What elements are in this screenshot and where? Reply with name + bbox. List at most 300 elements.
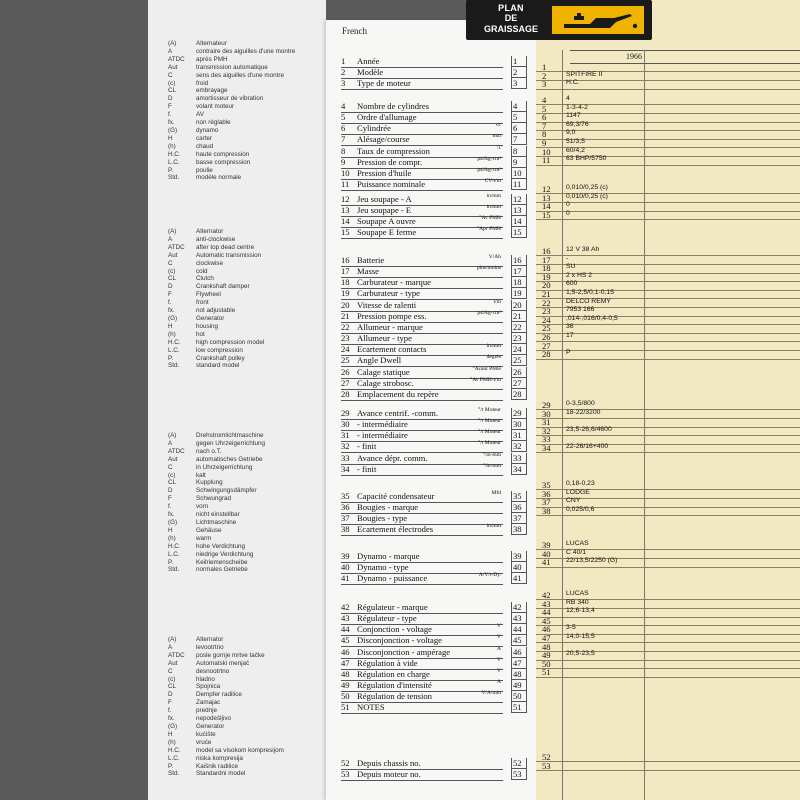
row-number: 18 xyxy=(542,263,551,274)
parameter-unit: °Av PMH xyxy=(479,215,501,222)
parameter-unit: plus/moins xyxy=(476,265,501,272)
row-number-right: 50 xyxy=(511,691,527,702)
legend-abbreviation: C xyxy=(168,259,173,267)
spec-value: 22-26/16+400 xyxy=(566,443,609,450)
parameter-label: Soupape A ouvre xyxy=(357,216,416,227)
legend-meaning: Flywheel xyxy=(196,291,221,299)
legend-row xyxy=(168,331,326,339)
legend-abbreviation: F xyxy=(168,103,172,111)
parameter-row xyxy=(341,524,503,536)
spec-row xyxy=(536,349,800,359)
logo-line-3: GRAISSAGE xyxy=(483,24,538,34)
row-number: 40 xyxy=(542,548,551,559)
row-number: 21 xyxy=(341,310,350,321)
legend-meaning: chaud xyxy=(196,142,214,150)
row-number: 32 xyxy=(542,425,551,436)
logo xyxy=(466,0,652,40)
row-number: 39 xyxy=(542,540,551,550)
parameter-label: Bougies - marque xyxy=(357,502,419,513)
row-number: 49 xyxy=(542,650,551,661)
row-number-right: 2 xyxy=(511,67,527,78)
row-number-right: 5 xyxy=(511,112,527,123)
row-number: 43 xyxy=(542,598,551,609)
legend-meaning: Schwungrad xyxy=(196,495,232,503)
row-number: 31 xyxy=(542,417,551,428)
legend-row xyxy=(168,119,326,127)
legend-abbreviation: (G) xyxy=(168,722,178,730)
legend-meaning: kućište xyxy=(196,730,216,738)
parameter-label: Carburateur - marque xyxy=(357,277,431,288)
legend-abbreviation: Aut xyxy=(168,659,178,667)
parameter-label: Année xyxy=(357,56,380,66)
spec-value: 0-3,5/800 xyxy=(566,400,595,407)
spec-value: 51/3,5 xyxy=(566,138,585,145)
row-number: 12 xyxy=(341,194,350,204)
row-number: 53 xyxy=(341,769,350,780)
parameter-label: Dynamo - puissance xyxy=(357,573,428,584)
row-number: 20 xyxy=(542,280,551,291)
row-number-right: 25 xyxy=(511,355,527,366)
row-number: 10 xyxy=(341,167,350,178)
row-number: 48 xyxy=(341,668,350,679)
legend-row xyxy=(168,339,326,347)
legend-abbreviation: H.C. xyxy=(168,746,181,754)
parameter-label: - finit xyxy=(357,441,377,452)
legend-abbreviation: (c) xyxy=(168,675,176,683)
legend-abbreviation: fx. xyxy=(168,119,175,127)
row-number: 34 xyxy=(341,463,350,474)
row-number: 38 xyxy=(341,524,350,535)
row-number: 13 xyxy=(542,192,551,203)
spec-value: 17 xyxy=(566,332,574,339)
legend-row xyxy=(168,72,326,80)
parameter-unit: t/m xyxy=(493,298,501,305)
parameter-label: - finit xyxy=(357,463,377,474)
legend-meaning: nepodešljivo xyxy=(196,715,232,723)
legend-meaning: hot xyxy=(196,330,205,338)
legend-row xyxy=(168,731,326,739)
legend-abbreviation: H xyxy=(168,730,173,738)
legend-row xyxy=(168,244,326,252)
row-number-right: 32 xyxy=(511,441,527,452)
parameter-unit: °/in-mm xyxy=(482,462,501,469)
spec-value: 18-22/3200 xyxy=(566,408,601,416)
spec-value: 2 x HS 2 xyxy=(566,271,593,279)
row-number: 31 xyxy=(341,430,350,441)
row-number: 24 xyxy=(341,344,350,355)
parameter-label: Avance centrif. -comm. xyxy=(357,408,438,418)
parameter-label: Régulateur - marque xyxy=(357,602,428,612)
parameter-label: Régulation en charge xyxy=(357,668,430,679)
spec-value: P xyxy=(566,349,571,357)
row-number: 9 xyxy=(341,156,346,167)
spec-value: 36 xyxy=(566,323,574,331)
legend-row xyxy=(168,432,326,440)
legend-meaning: housing xyxy=(196,322,219,330)
row-number: 8 xyxy=(341,145,346,156)
row-number-right: 3 xyxy=(511,78,527,89)
spec-value: 600 xyxy=(566,280,578,288)
legend-meaning: prednje xyxy=(196,707,218,715)
legend-abbreviation: Std. xyxy=(168,770,180,778)
row-number: 9 xyxy=(542,138,547,148)
year-value: 1966 xyxy=(626,52,642,61)
row-number: 36 xyxy=(542,488,551,499)
legend-row xyxy=(168,174,326,182)
legend-meaning: volant moteur xyxy=(196,103,235,111)
legend-row xyxy=(168,40,326,48)
row-number: 40 xyxy=(341,562,350,573)
parameter-unit: in/mm xyxy=(486,343,501,350)
row-number-right: 38 xyxy=(511,524,527,535)
row-number-right: 26 xyxy=(511,367,527,378)
legend-abbreviation: ATDC xyxy=(168,447,185,455)
row-number: 6 xyxy=(341,123,346,134)
row-number-right: 19 xyxy=(511,288,527,299)
legend-row xyxy=(168,56,326,64)
row-number: 42 xyxy=(542,590,551,600)
legend-abbreviation: F xyxy=(168,495,172,503)
parameter-label: Disconjonction - ampérage xyxy=(357,646,451,657)
parameter-label: Vitesse de ralenti xyxy=(357,299,417,310)
parameter-unit: :1 xyxy=(496,144,501,151)
legend-meaning: hohe Verdichtung xyxy=(196,542,246,550)
legend-meaning: kalt xyxy=(196,471,206,479)
legend-meaning: Drehstromlichtmaschine xyxy=(196,432,264,439)
spec-value: 12 V 38 Ah xyxy=(566,246,600,253)
parameter-unit: degrés xyxy=(486,354,501,361)
legend-meaning: Kupplung xyxy=(196,479,223,487)
legend-meaning: Keilriemenscheibe xyxy=(196,558,248,566)
spec-row xyxy=(536,667,800,677)
row-number: 53 xyxy=(542,760,551,771)
parameter-label: Ordre d'allumage xyxy=(357,112,417,123)
parameter-unit: in/mm xyxy=(486,193,501,199)
legend-abbreviation: C xyxy=(168,667,173,675)
row-number-right: 24 xyxy=(511,344,527,355)
legend-abbreviation: (c) xyxy=(168,471,176,479)
legend-meaning: front xyxy=(196,299,209,307)
legend-row xyxy=(168,307,326,315)
legend-abbreviation: CL xyxy=(168,275,177,283)
row-number: 11 xyxy=(341,179,350,190)
row-number: 37 xyxy=(341,513,350,524)
oil-can-icon xyxy=(550,4,646,36)
legend-abbreviation: D xyxy=(168,283,173,291)
legend-abbreviation: L.C. xyxy=(168,346,180,354)
parameter-label: Puissance nominale xyxy=(357,179,426,190)
spec-value: 12,6-13,4 xyxy=(566,607,595,615)
spec-value: 0,18-0,23 xyxy=(566,480,595,487)
legend-row xyxy=(168,127,326,135)
legend-meaning: in Uhrzeigerrichtung xyxy=(196,463,253,471)
legend-abbreviation: D xyxy=(168,487,173,495)
row-number-right: 13 xyxy=(511,205,527,216)
row-number-right: 49 xyxy=(511,680,527,691)
spec-value: RB 340 xyxy=(566,598,589,606)
legend-row xyxy=(168,527,326,535)
legend-row xyxy=(168,739,326,747)
legend-meaning: Schwingungsdämpfer xyxy=(196,487,257,495)
spec-values-page xyxy=(536,0,800,800)
legend-abbreviation: ATDC xyxy=(168,243,185,251)
row-number: 14 xyxy=(542,201,551,212)
parameter-row xyxy=(341,78,503,90)
row-number: 19 xyxy=(542,271,551,282)
row-number: 38 xyxy=(542,505,551,516)
row-number: 20 xyxy=(341,299,350,310)
parameter-unit: CV-t/m xyxy=(484,178,501,185)
legend-meaning: Zamajac xyxy=(196,699,221,707)
legend-row xyxy=(168,111,326,119)
legend-row xyxy=(168,511,326,519)
legend-meaning: anti-clockwise xyxy=(196,235,236,243)
row-number-right: 11 xyxy=(511,179,527,190)
parameter-label: Modèle xyxy=(357,67,384,78)
parameter-label: Jeu soupape - A xyxy=(357,194,412,204)
row-number: 41 xyxy=(341,573,350,584)
parameter-label: Capacité condensateur xyxy=(357,491,435,501)
row-number: 16 xyxy=(542,246,551,256)
row-number: 2 xyxy=(341,67,346,78)
legend-meaning: Generator xyxy=(196,722,225,730)
row-number-right: 43 xyxy=(511,613,527,624)
parameter-label: Régulation à vide xyxy=(357,657,418,668)
legend-row xyxy=(168,479,326,487)
parameter-unit: Mfd xyxy=(491,490,501,496)
parameter-row xyxy=(341,769,503,781)
legend-row xyxy=(168,676,326,684)
legend-abbreviation: (c) xyxy=(168,267,176,275)
row-number-right: 47 xyxy=(511,658,527,669)
legend-row xyxy=(168,707,326,715)
legend-row xyxy=(168,636,326,644)
legend-row xyxy=(168,755,326,763)
row-number-right: 21 xyxy=(511,311,527,322)
row-number: 16 xyxy=(341,255,350,265)
legend-meaning: model sa visokom kompresijom xyxy=(196,746,284,754)
parameter-unit: V xyxy=(497,623,501,630)
legend-abbreviation: f. xyxy=(168,707,172,715)
legend-row xyxy=(168,683,326,691)
row-number: 7 xyxy=(341,134,346,145)
legend-meaning: niedrige Verdichtung xyxy=(196,550,254,558)
parameter-label: - intermédiaire xyxy=(357,419,408,430)
row-number-right: 35 xyxy=(511,491,527,502)
legend-meaning: haute compression xyxy=(196,150,250,158)
legend-abbreviation: A xyxy=(168,643,173,651)
parameter-label: Jeu soupape - E xyxy=(357,205,412,216)
legend-row xyxy=(168,715,326,723)
row-number: 1 xyxy=(542,62,547,72)
legend-row xyxy=(168,440,326,448)
row-number: 52 xyxy=(341,758,350,768)
row-number-right: 8 xyxy=(511,146,527,157)
legend-abbreviation: L.C. xyxy=(168,754,180,762)
row-number: 50 xyxy=(542,658,551,669)
spec-value: 1-3-4-2 xyxy=(566,103,588,111)
legend-meaning: Crankshaft damper xyxy=(196,283,250,291)
spec-value: 1147 xyxy=(566,112,581,120)
legend-meaning: AV xyxy=(196,111,204,119)
legend-abbreviation: CL xyxy=(168,87,177,95)
spec-value: 0 xyxy=(566,201,570,209)
row-number: 51 xyxy=(542,667,551,678)
spec-row xyxy=(536,79,800,89)
legend-row xyxy=(168,543,326,551)
spec-value: LUCAS xyxy=(566,590,589,597)
row-number-right: 6 xyxy=(511,123,527,134)
legend-row xyxy=(168,747,326,755)
row-number-right: 29 xyxy=(511,408,527,419)
row-number: 15 xyxy=(341,227,350,238)
legend-abbreviation: Std. xyxy=(168,362,180,370)
legend-meaning: nach o.T. xyxy=(196,447,222,455)
row-number: 30 xyxy=(542,408,551,419)
parameter-label: Ecartement électrodes xyxy=(357,524,434,535)
row-number-right: 4 xyxy=(511,101,527,112)
parameter-label: Régulateur - type xyxy=(357,613,417,624)
row-number-right: 12 xyxy=(511,194,527,205)
row-number-right: 52 xyxy=(511,758,527,769)
row-number-right: 9 xyxy=(511,157,527,168)
row-number: 35 xyxy=(542,480,551,490)
spec-value: 1,5-2,5/0,1-0,15 xyxy=(566,289,614,296)
row-number-right: 34 xyxy=(511,464,527,475)
row-number: 5 xyxy=(341,112,346,123)
legend-abbreviation: fx. xyxy=(168,307,175,315)
parameter-label: Régulation d'intensité xyxy=(357,680,432,691)
legend-meaning: cold xyxy=(196,267,208,275)
parameter-unit: °/t Moteur xyxy=(478,418,501,425)
parameter-unit: psi/kg-cm² xyxy=(477,155,501,162)
language-label: French xyxy=(342,26,367,36)
legend-meaning: high compression model xyxy=(196,338,265,346)
parameter-unit: °Av PMH-t/m xyxy=(470,376,501,383)
row-number: 22 xyxy=(341,321,350,332)
parameter-label: Taux de compression xyxy=(357,145,430,156)
row-number-right: 16 xyxy=(511,255,527,266)
spec-row xyxy=(536,155,800,165)
row-number-right: 39 xyxy=(511,551,527,562)
legend-abbreviation: ATDC xyxy=(168,55,185,63)
row-number: 3 xyxy=(542,79,547,90)
parameter-unit: A/V/t-Dy. xyxy=(478,572,501,579)
row-number: 28 xyxy=(542,349,551,360)
parameter-label: Cylindrée xyxy=(357,123,391,134)
parameter-unit: V xyxy=(497,667,501,674)
row-number: 47 xyxy=(341,657,350,668)
legend-abbreviation: (A) xyxy=(168,432,177,439)
legend-abbreviation: (G) xyxy=(168,518,178,526)
row-number-right: 51 xyxy=(511,702,527,713)
legend-abbreviation: H xyxy=(168,134,173,142)
spec-value: C 40/1 xyxy=(566,548,587,556)
row-number: 26 xyxy=(542,332,551,342)
parameter-label: NOTES xyxy=(357,702,385,713)
spec-value: H.C. xyxy=(566,79,580,87)
parameter-label: Ecartement contacts xyxy=(357,344,427,355)
row-number: 33 xyxy=(542,434,551,445)
row-number: 35 xyxy=(341,491,350,501)
legend-abbreviation: L.C. xyxy=(168,158,180,166)
row-number: 29 xyxy=(341,408,350,418)
spec-row xyxy=(536,443,800,453)
legend-meaning: normales Getriebe xyxy=(196,566,248,574)
row-number: 44 xyxy=(341,624,350,635)
legend-meaning: froid xyxy=(196,79,209,87)
row-number: 12 xyxy=(542,184,551,194)
parameter-row xyxy=(341,464,503,476)
legend-meaning: Alternateur xyxy=(196,40,227,47)
legend-row xyxy=(168,559,326,567)
row-number-right: 14 xyxy=(511,216,527,227)
row-number-right: 37 xyxy=(511,513,527,524)
legend-abbreviation: f. xyxy=(168,503,172,511)
row-number: 42 xyxy=(341,602,350,612)
parameter-label: Allumeur - type xyxy=(357,333,412,344)
legend-abbreviation: (h) xyxy=(168,534,176,542)
legend-row xyxy=(168,347,326,355)
legend-abbreviation: (h) xyxy=(168,330,176,338)
parameter-label: Masse xyxy=(357,266,379,277)
spec-row xyxy=(536,557,800,567)
legend-abbreviation: CL xyxy=(168,479,177,487)
row-number: 50 xyxy=(341,691,350,702)
legend-abbreviation: (c) xyxy=(168,79,176,87)
legend-row xyxy=(168,268,326,276)
parameter-unit: in/mm xyxy=(486,523,501,530)
legend-abbreviation: Aut xyxy=(168,63,178,71)
legend-meaning: Crankshaft pulley xyxy=(196,354,245,362)
row-number-right: 45 xyxy=(511,635,527,646)
legend-row xyxy=(168,362,326,370)
spec-value: 69,3/76 xyxy=(566,120,589,128)
legend-row xyxy=(168,495,326,503)
legend-row xyxy=(168,283,326,291)
legend-meaning: desnootrtno xyxy=(196,667,230,675)
row-number: 19 xyxy=(341,288,350,299)
parameter-row xyxy=(341,227,503,239)
legend-meaning: Dempfer radilice xyxy=(196,691,242,699)
row-number: 13 xyxy=(341,205,350,216)
row-number-right: 48 xyxy=(511,669,527,680)
legend-abbreviation: (A) xyxy=(168,40,177,47)
parameter-label: Pression pompe ess. xyxy=(357,310,427,321)
legend-meaning: transmission automatique xyxy=(196,63,268,71)
legend-meaning: Standardni model xyxy=(196,770,246,778)
legend-row xyxy=(168,95,326,103)
legend-row xyxy=(168,315,326,323)
spec-value: 63 BHP/5750 xyxy=(566,155,607,163)
row-number-right: 27 xyxy=(511,378,527,389)
legend-row xyxy=(168,472,326,480)
legend-meaning: Kaišnik radilice xyxy=(196,762,238,770)
legend-row xyxy=(168,323,326,331)
row-number-right: 23 xyxy=(511,333,527,344)
spec-value: 0,025/0,6 xyxy=(566,505,595,513)
legend-abbreviation: Aut xyxy=(168,455,178,463)
row-number: 36 xyxy=(341,502,350,513)
row-number: 15 xyxy=(542,209,551,220)
row-number: 51 xyxy=(341,702,350,713)
legend-abbreviation: f. xyxy=(168,299,172,307)
legend-abbreviation: P. xyxy=(168,558,174,566)
row-number: 52 xyxy=(542,752,551,762)
parameter-label: Disconjonction - voltage xyxy=(357,635,442,646)
legend-row xyxy=(168,503,326,511)
parameter-label: Type de moteur xyxy=(357,78,411,89)
